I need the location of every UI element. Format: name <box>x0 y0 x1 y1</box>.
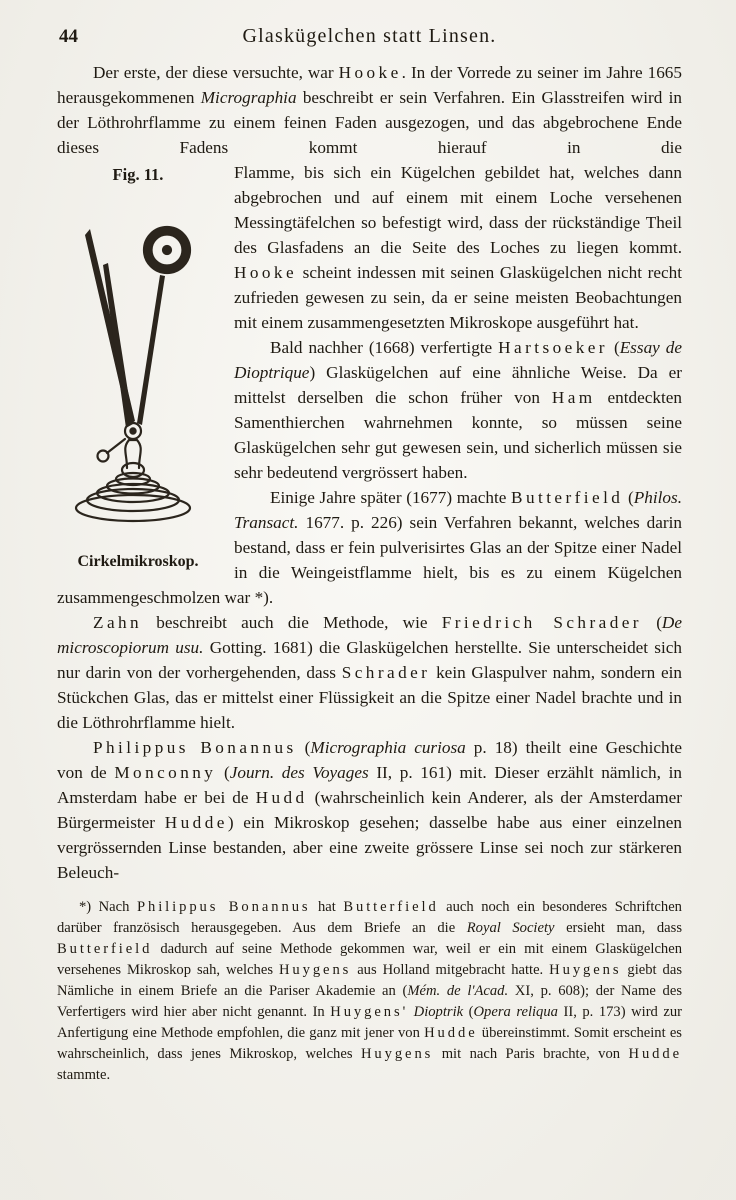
text-with-figure <box>57 160 682 885</box>
page-number: 44 <box>59 26 78 47</box>
figure-caption: Cirkelmikroskop. <box>77 553 199 570</box>
figure-label: Fig. 11. <box>112 165 164 184</box>
running-title: Glaskügelchen statt Linsen. <box>242 25 497 47</box>
paragraph-hooke-intro: Der erste, der diese versuchte, war Hooke. In der Vorrede zu seiner im Jahre 1665 herausgekommenen Micrographia beschreibt er sein Verfahren. Ein Glasstreifen wird in der Löthrohrflamme zu einem feinen Faden ausgezogen, und das abgebrochene Ende dieses Fadens kommt hierauf in die <box>57 63 682 157</box>
paragraph-butterfield: Einige Jahre später (1677) machte Butterfield (Philos. Transact. 1677. p. 226) sein Verfahren bekannt, welches darin bestand, dass er fein pulverisirtes Glas an der Spitze einer Nadel in die Weingeistflamme hielt, bis es zu einem Kügelchen zusammengeschmolzen war *). <box>57 488 682 607</box>
cirkelmikroskop-illustration-icon <box>62 203 214 533</box>
footnote <box>57 897 682 1086</box>
paragraph-hooke-continued: Flamme, bis sich ein Kügelchen gebildet hat, welches dann abgebrochen und auf einem mit einem Loche versehenen Messingtäfelchen so befestigt wird, dass der rückständige Theil des Glasfadens an die Seite des Loches zu liegen kommt. Hooke scheint indessen mit seinen Glaskügelchen nicht recht zufrieden gewesen zu sein, da er seine meisten Beobachtungen mit einem zusammengesetzten Mikroskope ausgeführt hat. <box>234 163 682 332</box>
paragraph-hartsoeker: Bald nachher (1668) verfertigte Hartsoeker (Essay de Dioptrique) Glaskügelchen auf eine ähnliche Weise. Da er mittelst derselben die schon früher von Ham entdeckten Samenthierchen wahrnehmen konnte, so müssen seine Glaskügelchen sehr gut gewesen sein, und sicherlich müssen sie sehr bedeutend vergrössert haben. <box>234 338 682 482</box>
page-header <box>57 22 682 60</box>
figure-cirkelmikroskop <box>57 162 219 574</box>
footnote-text: *) Nach Philippus Bonannus hat Butterfield auch noch ein besonderes Schriftchen darüber französisch herausgegeben. Aus dem Briefe an die Royal Society ersieht man, dass Butterfield dadurch auf seine Methode gekommen war, weil er ein mit einem Glaskügelchen versehenes Mikroskop sah, welches Huygens aus Holland mitgebracht hatte. Huygens giebt das Nämliche in einem Briefe an die Pariser Akademie an (Mém. de l'Acad. XI, p. 608); der Name des Verfertigers wird hier aber nicht genannt. In Huygens' Dioptrik (Opera reliqua II, p. 173) wird zur Anfertigung eine Methode empfohlen, die ganz mit jener von Hudde übereinstimmt. Somit erscheint es wahrscheinlich, dass jenes Mikroskop, welches Huygens mit nach Paris brachte, von Hudde stammte. <box>57 899 683 1083</box>
paragraph-schrader: Zahn beschreibt auch die Methode, wie Friedrich Schrader (De microscopiorum usu. Gotting. 1681) die Glaskügelchen herstellte. Sie unterscheidet sich nur darin von der vorhergehenden, dass Schrader kein Glaspulver nahm, sondern ein Stückchen Glas, das er mittelst einer Flüssigkeit an die Spitze einer Nadel brachte und in die Löthrohrflamme hielt. <box>57 613 682 732</box>
body-text <box>57 60 682 1086</box>
paragraph-bonannus: Philippus Bonannus (Micrographia curiosa p. 18) theilt eine Geschichte von de Monconny (Journ. des Voyages II, p. 161) mit. Dieser erzählt nämlich, in Amsterdam habe er bei de Hudd (wahrscheinlich kein Anderer, als der Amsterdamer Bürgermeister Hudde) ein Mikroskop gesehen; dasselbe habe aus einer einzelnen vergrössernden Linse bestanden, aber eine zweite grössere Linse sei noch zur stärkeren Beleuch- <box>57 738 682 882</box>
